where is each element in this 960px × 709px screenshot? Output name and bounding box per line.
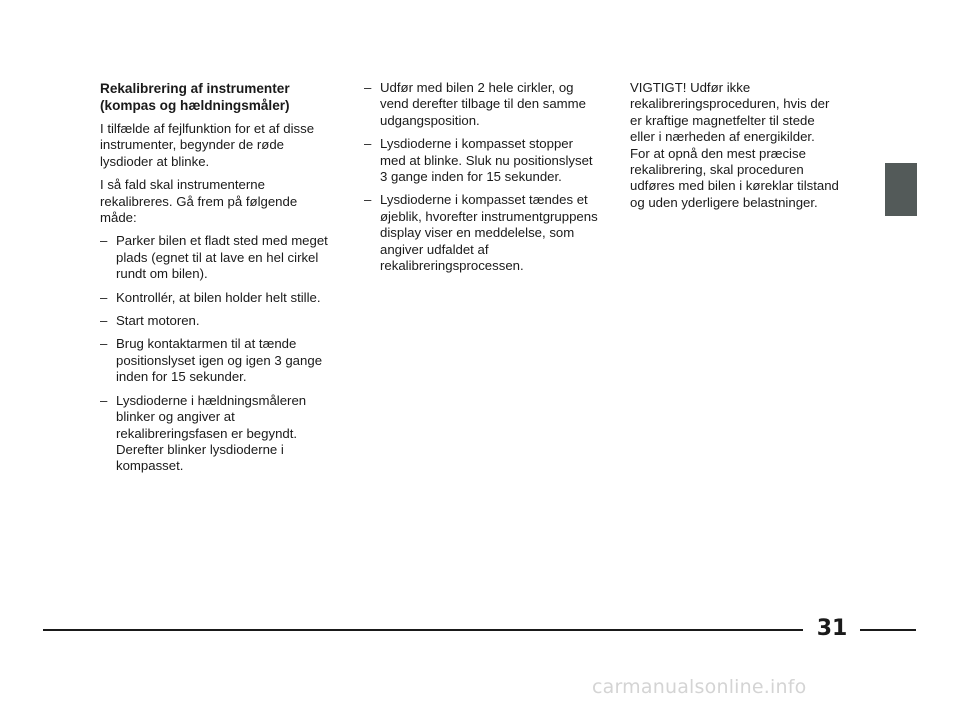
warning-line: udføres med bilen i køreklar tilstand	[630, 178, 839, 194]
watermark: carmanualsonline.info	[592, 676, 807, 698]
column-middle	[364, 80, 600, 281]
warning-line: rekalibreringsproceduren, hvis der	[630, 96, 830, 112]
list-item-text: Lysdioderne i kompasset tændes et øjeblik, hvorefter instrumentgruppens display viser en meddelelse, som angiver udfaldet af rekalibreringsprocessen.	[380, 192, 598, 274]
list-item-text: Udfør med bilen 2 hele cirkler, og vend derefter tilbage til den samme udgangsposition.	[380, 80, 586, 128]
column-left	[100, 80, 336, 482]
dash-bullet: –	[100, 336, 108, 352]
list-item	[364, 136, 600, 185]
dash-bullet: –	[100, 233, 108, 249]
footer-rule-left	[43, 629, 803, 631]
list-item	[364, 80, 600, 129]
list-item-text: Lysdioderne i hældningsmåleren blinker og angiver at rekalibreringsfasen er begyndt. Derefter blinker lysdioderne i kompasset.	[116, 392, 307, 474]
list-item	[364, 192, 600, 274]
warning-line: og uden yderligere belastninger.	[630, 194, 818, 210]
dash-bullet: –	[100, 313, 108, 329]
chapter-tab-marker	[885, 163, 917, 216]
warning-line: er kraftige magnetfelter til stede	[630, 112, 815, 128]
warning-line: rekalibrering, skal proceduren	[630, 162, 804, 178]
list-item	[100, 336, 336, 385]
list-item	[100, 233, 336, 282]
heading-line-1: Rekalibrering af instrumenter	[100, 81, 290, 96]
intro-paragraph: I tilfælde af fejlfunktion for et af disse instrumenter, begynder de røde lysdioder at blinke.	[100, 121, 315, 169]
dash-bullet: –	[364, 136, 372, 152]
dash-bullet: –	[364, 192, 372, 208]
footer-rule-right	[860, 629, 916, 631]
list-item-text: Kontrollér, at bilen holder helt stille.	[116, 289, 321, 305]
heading-line-2: (kompas og hældningsmåler)	[100, 98, 290, 113]
list-item-text: Brug kontaktarmen til at tænde positionslyset igen og igen 3 gange inden for 15 sekunder.	[116, 336, 323, 385]
warning-line: eller i nærheden af energikilder.	[630, 129, 815, 145]
column-right-warning	[630, 80, 866, 211]
section-heading	[100, 80, 336, 114]
list-item-text: Parker bilen et fladt sted med meget plads (egnet til at lave en hel cirkel rundt om bilen).	[116, 233, 328, 282]
warning-line: For at opnå den mest præcise	[630, 145, 806, 161]
list-item	[100, 393, 336, 475]
dash-bullet: –	[100, 289, 108, 305]
dash-bullet: –	[100, 392, 108, 408]
dash-bullet: –	[364, 80, 372, 95]
list-item	[100, 290, 336, 306]
page-number: 31	[816, 616, 848, 641]
warning-line: VIGTIGT! Udfør ikke	[630, 80, 751, 95]
list-item	[100, 313, 336, 329]
list-item-text: Lysdioderne i kompasset stopper med at blinke. Sluk nu positionslyset 3 gange inden for 15 sekunder.	[380, 136, 593, 185]
procedure-intro-paragraph: I så fald skal instrumenterne rekalibreres. Gå frem på følgende måde:	[100, 177, 298, 226]
list-item-text: Start motoren.	[116, 313, 200, 329]
